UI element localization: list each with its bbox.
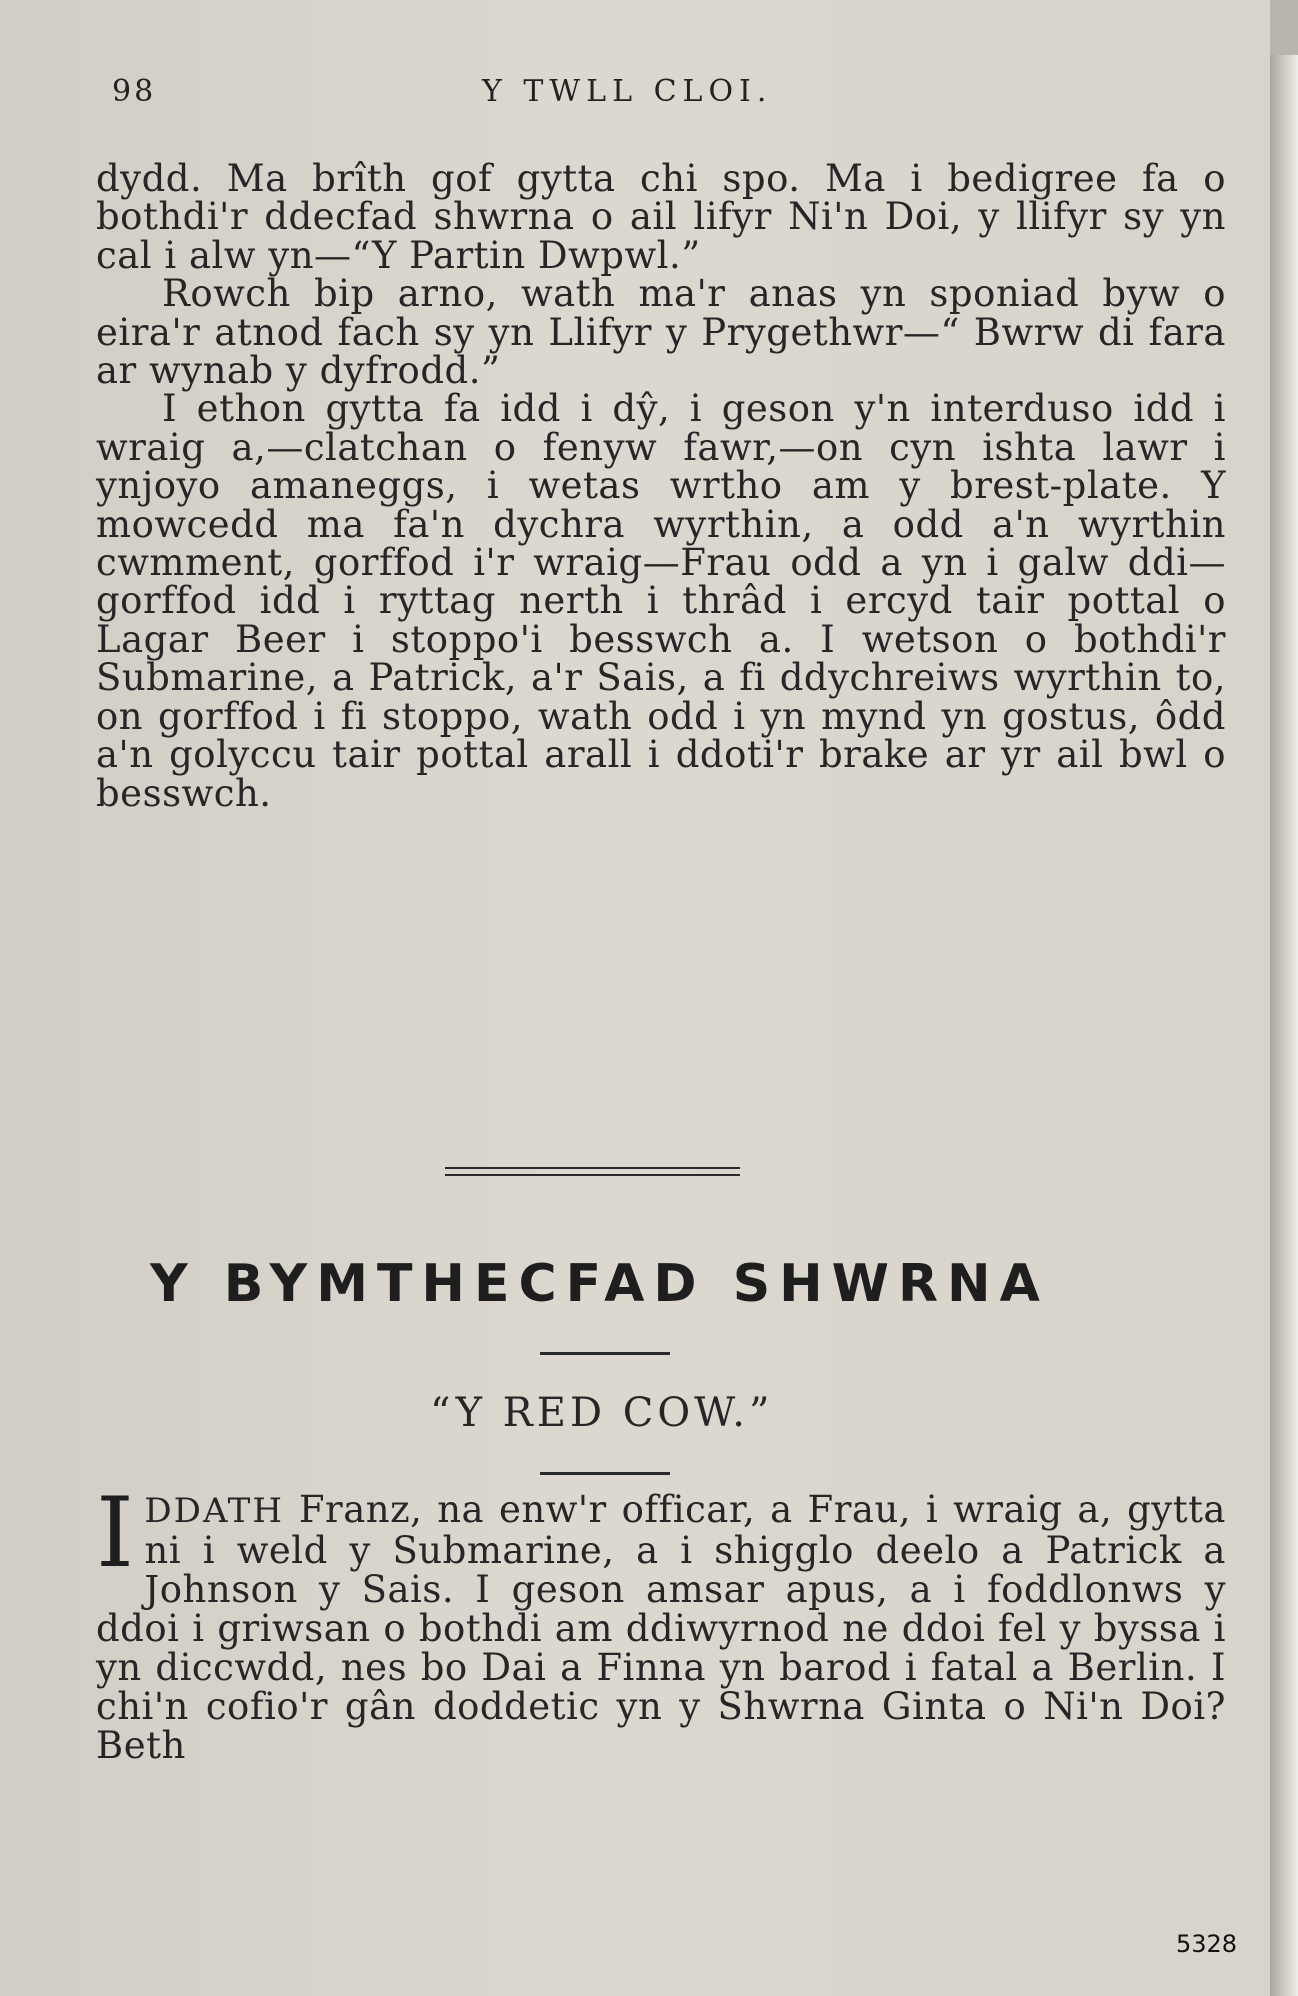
paragraph: Rowch bip arno, wath ma'r anas yn sponiad byw o eira'r atnod fach sy yn Llifyr y Prygethwr—“ Bwrw di fara ar wynab y dyfrodd.” <box>96 272 1226 393</box>
running-title: Y TWLL CLOI. <box>482 74 773 109</box>
paragraph-text: Franz, na enw'r officar, a Frau, i wraig a, gytta ni i weld y Submarine, a i shigglo deelo a Patrick a Johnson y Sais. I geson amsar apus, a i foddlonws y ddoi i griwsan o bothdi am ddiwyrnod ne ddoi fel y byssa i yn diccwdd, nes bo Dai a Finna yn barod i fatal a Berlin. I chi'n cofio'r gân doddetic yn y Shwrna Ginta o Ni'n Doi? Beth <box>96 1488 1226 1767</box>
heading-rule-top <box>540 1352 670 1355</box>
body-text-top <box>96 157 1226 815</box>
page-number: 98 <box>112 74 157 109</box>
drop-cap: I <box>96 1477 135 1589</box>
archive-number: 5328 <box>1176 1930 1238 1958</box>
book-edge <box>1270 55 1298 1996</box>
running-head <box>112 74 1212 124</box>
paragraph: I ethon gytta fa idd i dŷ, i geson y'n interduso idd i wraig a,—clatchan o fenyw fawr,—on cyn ishta lawr i ynjoyo amaneggs, i wetas wrtho am y brest-plate. Y mowcedd ma fa'n dychra wyrthin, a odd a'n wyrthin cwmment, gorffod i'r wraig—Frau odd a yn i galw ddi—gorffod idd i ryttag nerth i thrâd i ercyd tair pottal o Lagar Beer i stoppo'i besswch a. I wetson o bothdi'r Submarine, a Patrick, a'r Sais, a fi ddychreiws wyrthin to, on gorffod i fi stoppo, wath odd i yn mynd yn gostus, ôdd a'n golyccu tair pottal arall i ddoti'r brake ar yr ail bwl o besswch. <box>96 387 1226 815</box>
chapter-opening-paragraph <box>96 1477 1226 1767</box>
heading-rule-bottom <box>540 1472 670 1475</box>
paragraph-continued: dydd. Ma brîth gof gytta chi spo. Ma i bedigree fa o bothdi'r ddecfad shwrna o ail lifyr Ni'n Doi, y llifyr sy yn cal i alw yn—“Y Partin Dwpwl.” <box>96 157 1226 277</box>
body-text-bottom <box>96 1477 1226 1767</box>
chapter-heading: Y BYMTHECFAD SHWRNA <box>150 1254 1049 1314</box>
opening-small-caps: DDATH <box>144 1491 284 1531</box>
section-divider-rule <box>445 1167 740 1176</box>
chapter-subtitle: “Y RED COW.” <box>430 1390 774 1436</box>
